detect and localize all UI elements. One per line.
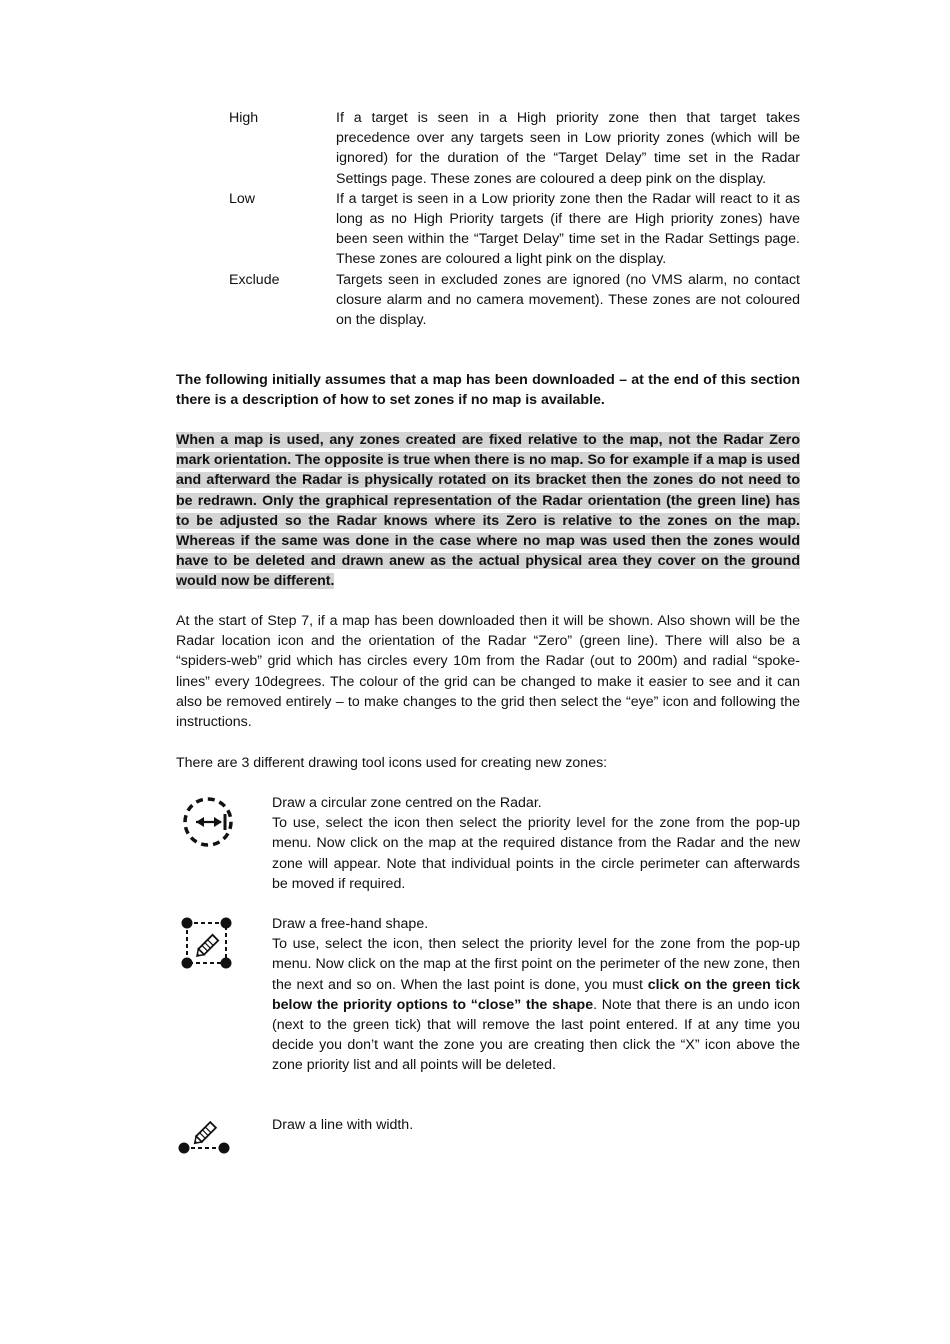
priority-row-low [229, 189, 800, 270]
tool-body: To use, select the icon then select the priority level for the zone from the pop-up menu. Now click on the map at the required distance from the Radar and the new zone will appear. Note that individual points in the circle perimeter can afterwards be moved if required. [272, 815, 800, 892]
tool-description [272, 914, 800, 1076]
tool-description [272, 1115, 800, 1135]
highlighted-note [176, 430, 800, 592]
line-with-width-icon [176, 1115, 238, 1175]
priority-name: Low [229, 190, 256, 207]
tool-freehand-shape [176, 914, 800, 1094]
tool-body [272, 934, 800, 1075]
priority-description: If a target is seen in a Low priority zone then the Radar will react to it as long as no High Priority targets (if there are High priority zones) have been seen within the “Target Delay” time set in the Radar Settings page. These zones are coloured a light pink on the display. [336, 190, 800, 268]
circular-zone-icon [176, 793, 238, 853]
tools-intro: There are 3 different drawing tool icons used for creating new zones: [176, 755, 608, 771]
tool-body-text: To use, select the icon, then select the priority level for the zone from the pop-up menu. Now click on the map at the first point on the perimeter of the new zone, then the next and so on. When the last point is done, you must [272, 936, 800, 993]
priority-row-high [229, 108, 800, 189]
priority-row-exclude [229, 270, 800, 331]
tool-description [272, 793, 800, 894]
tool-title: Draw a line with width. [272, 1117, 414, 1133]
priority-name: High [229, 110, 259, 126]
priority-description: If a target is seen in a High priority zone then that target takes precedence over any targets seen in Low priority zones (which will be ignored) for the duration of the “Target Delay” time set in the Radar Settings page. These zones are coloured a deep pink on the display. [336, 110, 800, 187]
priority-definitions [229, 108, 800, 330]
highlighted-note-text: When a map is used, any zones created are fixed relative to the map, not the Radar Zero mark orientation. The opposite is true when there is no map. So for example if a map is used and afterward the Radar is physically rotated on its bracket then the zones do not need to be redrawn. Only the graphical representation of the Radar orientation (the green line) has to be adjusted so the Radar knows where its Zero is relative to the zones on the map. Whereas if the same was done in the case where no map was used then the zones would have to be deleted and drawn anew as the actual physical area they cover on the ground would now be different. [176, 432, 800, 590]
intro-note: The following initially assumes that a map has been downloaded – at the end of this section there is a description of how to set zones if no map is available. [176, 372, 800, 409]
freehand-shape-icon [176, 914, 238, 974]
tool-title: Draw a circular zone centred on the Radar. [272, 795, 542, 811]
priority-description: Targets seen in excluded zones are ignored (no VMS alarm, no contact closure alarm and no camera movement). These zones are not coloured on the display. [336, 271, 800, 329]
tool-line-with-width [176, 1115, 800, 1165]
tool-body-text: . Note that there is an undo icon (next to the green tick) that will remove the last point entered. If at any time you decide you don’t want the zone you are creating then click the “X” icon above the zone priority list and all points will be deleted. [272, 996, 800, 1074]
tool-circular-zone [176, 793, 800, 893]
priority-name: Exclude [229, 271, 280, 288]
tool-title: Draw a free-hand shape. [272, 916, 429, 932]
tool-body-emphasis: click on the green tick below the priority options to “close” the shape [272, 976, 800, 1013]
step7-paragraph: At the start of Step 7, if a map has been downloaded then it will be shown. Also shown will be the Radar location icon and the orientation of the Radar “Zero” (green line). There will also be a “spiders-web” grid which has circles every 10m from the Radar (out to 200m) and radial “spoke-lines” every 10degrees. The colour of the grid can be changed to make it easier to see and it can also be removed entirely – to make changes to the grid then select the “eye” icon and following the instructions. [176, 613, 800, 731]
